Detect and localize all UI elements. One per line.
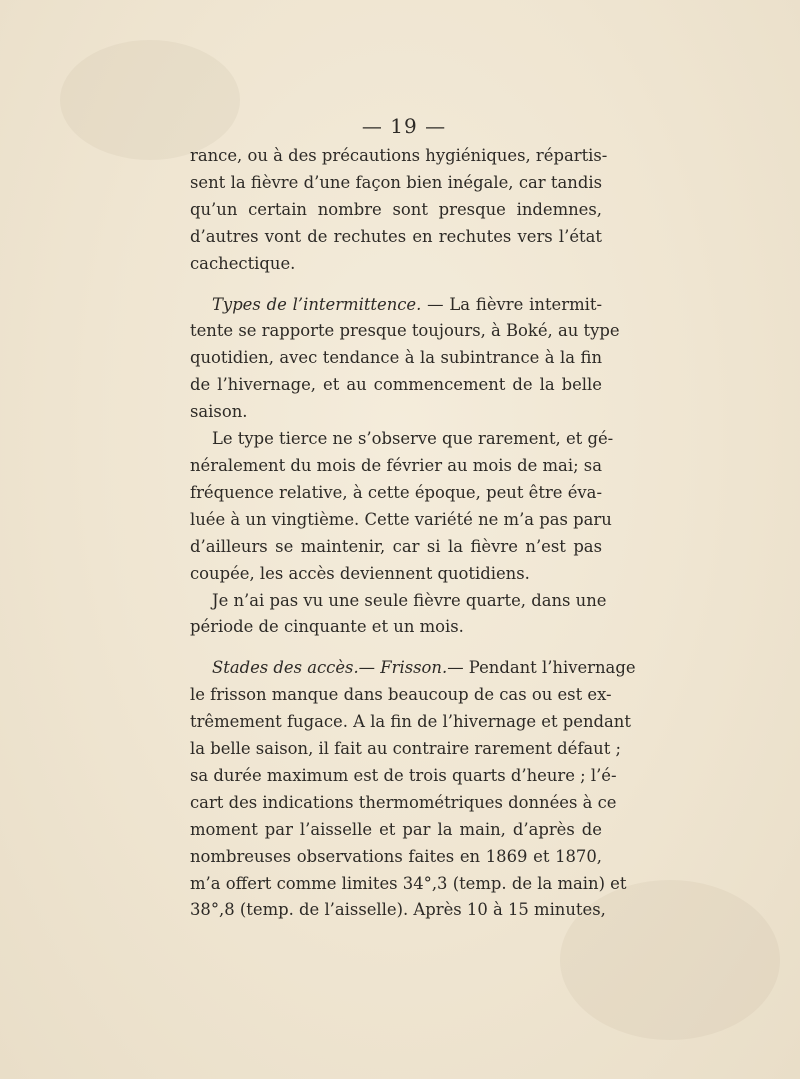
- text-line: sent la fièvre d’une façon bien inégale, car tandis: [190, 172, 602, 192]
- text-line: Je n’ai pas vu une seule fièvre quarte, dans une: [212, 590, 607, 610]
- section-heading-continuation: — Pendant l’hivernage: [447, 658, 636, 678]
- paragraph-gap: [190, 641, 602, 655]
- section-heading-line: [190, 655, 636, 682]
- text-line: de l’hivernage, et au commencement de la belle: [190, 375, 602, 395]
- text-line: nombreuses observations faites en 1869 et 1870,: [190, 846, 602, 866]
- body-text: [190, 143, 636, 924]
- text-line: le frisson manque dans beaucoup de cas ou est ex-: [190, 685, 612, 705]
- text-line: cart des indications thermométriques données à ce: [190, 792, 617, 812]
- text-line: fréquence relative, à cette époque, peut être éva-: [190, 482, 602, 502]
- section-heading: Stades des accès.— Frisson.: [212, 658, 448, 678]
- paper-stain: [60, 40, 240, 160]
- text-line: période de cinquante et un mois.: [190, 617, 464, 637]
- text-line: cachectique.: [190, 253, 296, 273]
- text-line: moment par l’aisselle et par la main, d’après de: [190, 819, 602, 839]
- text-line: sa durée maximum est de trois quarts d’heure ; l’é-: [190, 765, 617, 785]
- text-line: m’a offert comme limites 34°,3 (temp. de la main) et: [190, 873, 627, 893]
- text-line: rance, ou à des précautions hygiéniques, répartis-: [190, 146, 608, 165]
- section-heading: Types de l’intermittence.: [212, 294, 422, 314]
- text-line: la belle saison, il fait au contraire rarement défaut ;: [190, 739, 622, 759]
- text-line: 38°,8 (temp. de l’aisselle). Après 10 à 15 minutes,: [190, 900, 606, 920]
- text-line: d’autres vont de rechutes en rechutes vers l’état: [190, 226, 602, 246]
- text-line: coupée, les accès deviennent quotidiens.: [190, 563, 530, 583]
- text-line: quotidien, avec tendance à la subintrance à la fin: [190, 348, 602, 368]
- text-line: tente se rapporte presque toujours, à Boké, au type: [190, 321, 620, 341]
- section-heading-line: [190, 292, 602, 319]
- paragraph-gap: [190, 278, 602, 292]
- text-line: d’ailleurs se maintenir, car si la fièvre n’est pas: [190, 536, 602, 556]
- text-line: luée à un vingtième. Cette variété ne m’a pas paru: [190, 509, 612, 529]
- page-number: — 19 —: [361, 114, 447, 138]
- text-line: trêmement fugace. A la fin de l’hivernage et pendant: [190, 712, 631, 732]
- text-line: saison.: [190, 402, 248, 422]
- text-line: Le type tierce ne s’observe que rarement, et gé-: [212, 429, 614, 449]
- section-heading-continuation: — La fièvre intermit-: [421, 294, 602, 314]
- text-line: néralement du mois de février au mois de mai; sa: [190, 455, 602, 475]
- text-line: qu’un certain nombre sont presque indemnes,: [190, 199, 602, 219]
